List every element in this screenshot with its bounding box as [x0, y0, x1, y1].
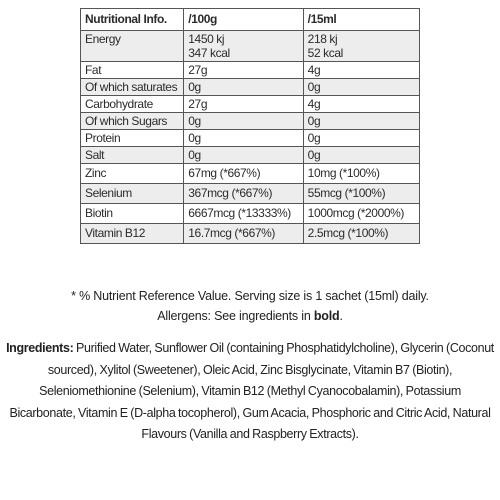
row-per-15ml: 4g	[303, 62, 419, 79]
table-row	[81, 62, 420, 79]
row-per-15ml: 0g	[303, 130, 419, 147]
row-per-15ml: 55mcg (*100%)	[303, 184, 419, 204]
table-row	[81, 96, 420, 113]
ingredients-text: Purified Water, Sunflower Oil (containing Phosphatidylcholine), Glycerin (Coconut sourced), Xylitol (Sweetener), Oleic Acid, Zinc Bisglycinate, Vitamin B7 (Biotin), Seleniomethionine (Selenium), Vitamin B12 (Methyl Cyanocobalamin), Potassium Bicarbonate, Vitamin E (D-alpha tocopherol), Gum Acacia, Phosphoric and Citric Acid, Natural Flavours (Vanilla and Raspberry Extracts).	[9, 341, 494, 441]
footnote-line2	[0, 306, 500, 326]
cell-line: 218 kj	[307, 32, 338, 46]
cell-line: 1450 kj	[188, 32, 225, 46]
row-name: Protein	[81, 130, 184, 147]
nutrition-table	[80, 8, 420, 244]
row-name: Fat	[81, 62, 184, 79]
allergens-period: .	[339, 309, 343, 323]
ingredients-paragraph	[6, 338, 494, 446]
row-per-15ml: 4g	[303, 96, 419, 113]
row-name: Energy	[81, 31, 184, 62]
row-name: Of which Sugars	[81, 113, 184, 130]
nrv-footnote	[0, 286, 500, 326]
table-row	[81, 147, 420, 164]
footnote-line1: * % Nutrient Reference Value. Serving size is 1 sachet (15ml) daily.	[71, 289, 429, 303]
row-per-100g: 27g	[184, 96, 303, 113]
allergens-bold: bold	[313, 309, 340, 323]
table-row	[81, 130, 420, 147]
table-row	[81, 204, 420, 224]
table-row	[81, 113, 420, 130]
row-per-15ml: 0g	[303, 147, 419, 164]
row-name: Vitamin B12	[81, 224, 184, 244]
header-nutritional-info: Nutritional Info.	[81, 9, 184, 31]
row-name: Biotin	[81, 204, 184, 224]
table-row	[81, 31, 420, 62]
row-per-15ml: 2.5mcg (*100%)	[303, 224, 419, 244]
ingredients-label: Ingredients:	[6, 341, 74, 355]
row-per-100g: 0g	[184, 130, 303, 147]
header-per-15ml: /15ml	[303, 9, 419, 31]
cell-line: 52 kcal	[307, 46, 343, 60]
table-row	[81, 79, 420, 96]
row-per-100g: 67mg (*667%)	[184, 164, 303, 184]
row-per-15ml: 0g	[303, 79, 419, 96]
row-name: Selenium	[81, 184, 184, 204]
row-name: Carbohydrate	[81, 96, 184, 113]
table-row	[81, 164, 420, 184]
row-per-15ml: 10mg (*100%)	[303, 164, 419, 184]
row-per-100g	[184, 31, 303, 62]
row-per-15ml	[303, 31, 419, 62]
row-per-100g: 16.7mcg (*667%)	[184, 224, 303, 244]
table-header-row	[81, 9, 420, 31]
row-per-15ml: 0g	[303, 113, 419, 130]
row-per-100g: 0g	[184, 79, 303, 96]
table-row	[81, 224, 420, 244]
row-per-100g: 27g	[184, 62, 303, 79]
row-name: Of which saturates	[81, 79, 184, 96]
row-name: Zinc	[81, 164, 184, 184]
row-per-100g: 6667mcg (*13333%)	[184, 204, 303, 224]
row-per-100g: 367mcg (*667%)	[184, 184, 303, 204]
row-per-100g: 0g	[184, 147, 303, 164]
table-row	[81, 184, 420, 204]
row-name: Salt	[81, 147, 184, 164]
cell-line: 347 kcal	[188, 46, 230, 60]
header-per-100g: /100g	[184, 9, 303, 31]
row-per-100g: 0g	[184, 113, 303, 130]
row-per-15ml: 1000mcg (*2000%)	[303, 204, 419, 224]
allergens-text: Allergens: See ingredients in	[157, 309, 314, 323]
